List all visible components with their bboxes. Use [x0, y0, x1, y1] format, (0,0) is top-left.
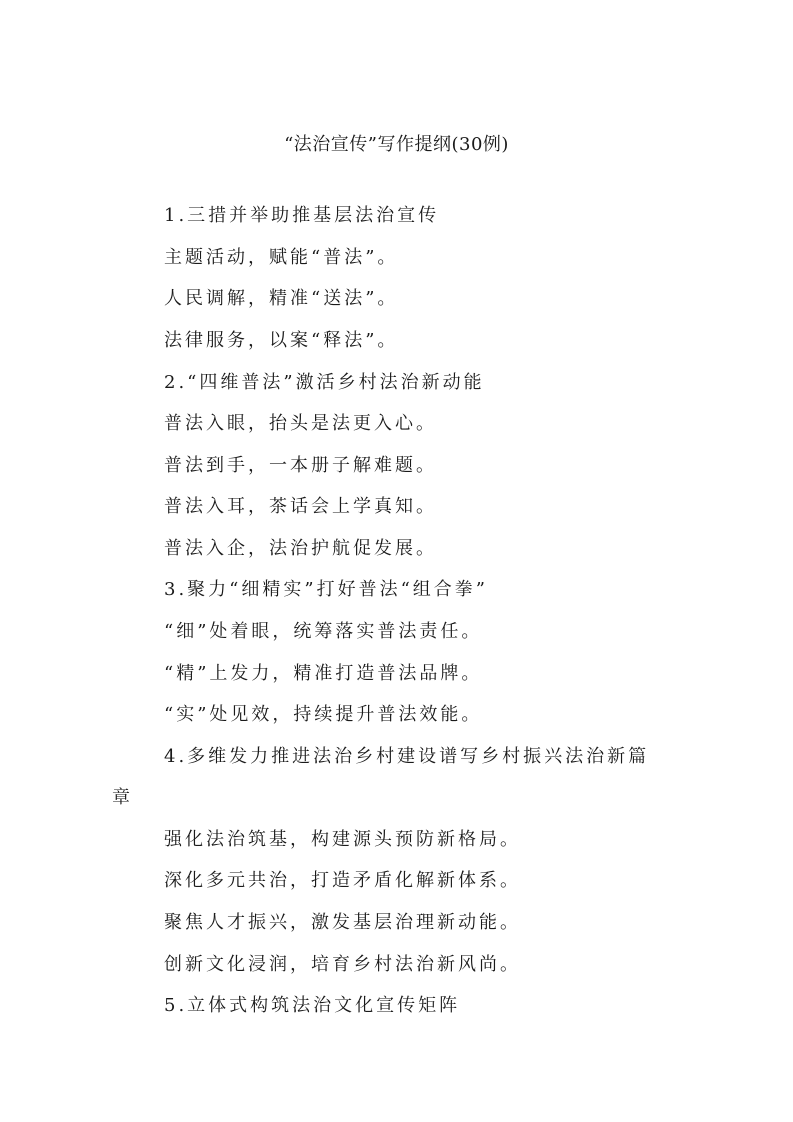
heading-4: 4.多维发力推进法治乡村建设谱写乡村振兴法治新篇	[164, 746, 650, 767]
paragraph-line: 普法入眼，抬头是法更入心。	[164, 413, 437, 434]
paragraph-line: “精”上发力，精准打造普法品牌。	[164, 663, 483, 684]
paragraph-line: 人民调解，精准“送法”。	[164, 288, 399, 309]
paragraph-line: “实”处见效，持续提升普法效能。	[164, 704, 483, 725]
paragraph-line: 主题活动，赋能“普法”。	[164, 247, 399, 268]
paragraph-line: 普法到手，一本册子解难题。	[164, 455, 437, 476]
document-title: “法治宣传”写作提纲(30例)	[284, 134, 509, 155]
paragraph-line: 强化法治筑基，构建源头预防新格局。	[164, 829, 521, 850]
paragraph-line: 创新文化浸润，培育乡村法治新风尚。	[164, 954, 521, 975]
heading-4-continuation: 章	[112, 787, 133, 808]
paragraph-line: 法律服务，以案“释法”。	[164, 330, 399, 351]
paragraph-line: 普法入耳，茶话会上学真知。	[164, 496, 437, 517]
heading-1: 1.三措并举助推基层法治宣传	[164, 205, 440, 226]
heading-3: 3.聚力“细精实”打好普法“组合拳”	[164, 579, 488, 600]
heading-2: 2.“四维普法”激活乡村法治新动能	[164, 372, 485, 393]
paragraph-line: 聚焦人才振兴，激发基层治理新动能。	[164, 912, 521, 933]
heading-5: 5.立体式构筑法治文化宣传矩阵	[164, 995, 461, 1016]
paragraph-line: 普法入企，法治护航促发展。	[164, 538, 437, 559]
paragraph-line: 深化多元共治，打造矛盾化解新体系。	[164, 870, 521, 891]
paragraph-line: “细”处着眼，统筹落实普法责任。	[164, 621, 483, 642]
